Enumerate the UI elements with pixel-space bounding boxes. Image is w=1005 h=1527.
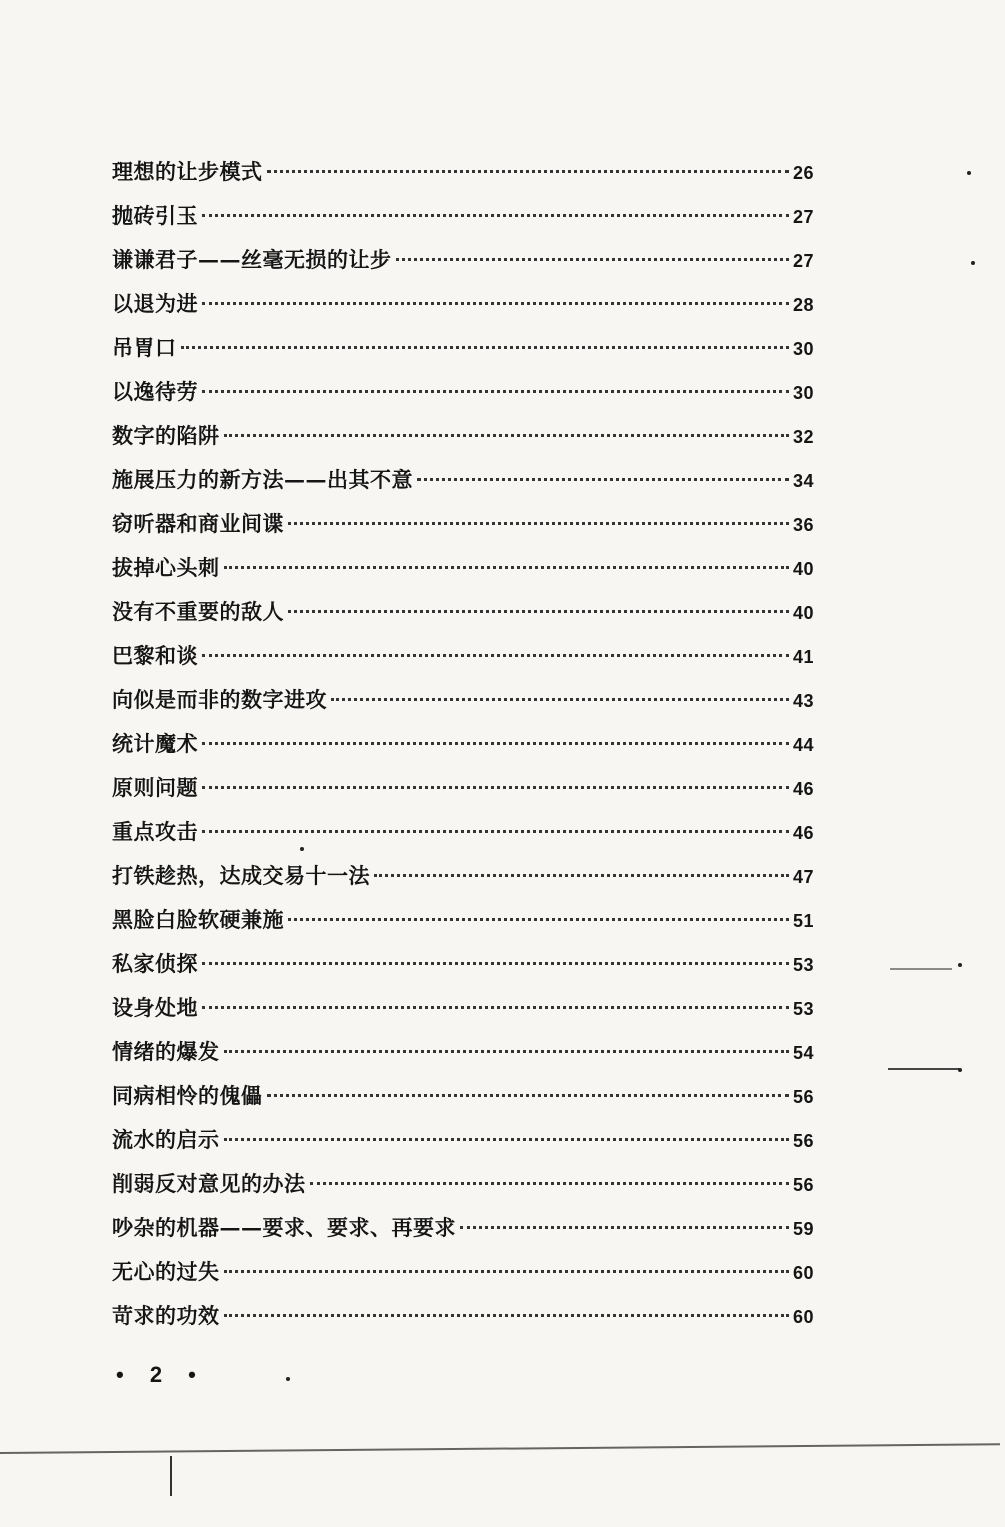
toc-entry-title: 统计魔术 xyxy=(112,731,198,756)
table-of-contents xyxy=(112,150,827,1338)
toc-entry xyxy=(112,722,827,766)
toc-entry-title: 重点攻击 xyxy=(112,819,198,844)
scan-noise-line xyxy=(888,1068,960,1070)
toc-entry-title: 私家侦探 xyxy=(112,951,198,976)
toc-entry-page: 47 xyxy=(793,867,815,887)
scan-edge-mark xyxy=(170,1456,172,1496)
toc-entry-page: 56 xyxy=(793,1087,815,1107)
toc-entry-page: 60 xyxy=(793,1263,815,1283)
toc-dot-leader xyxy=(202,213,789,217)
toc-entry xyxy=(112,678,827,722)
toc-entry-page: 54 xyxy=(793,1043,815,1063)
toc-dot-leader xyxy=(224,1313,790,1317)
toc-entry-page: 41 xyxy=(793,647,815,667)
toc-entry xyxy=(112,1206,827,1250)
toc-dot-leader xyxy=(202,1005,789,1009)
toc-dot-leader xyxy=(202,785,789,789)
toc-dot-leader xyxy=(202,961,789,965)
toc-entry xyxy=(112,1030,827,1074)
toc-dot-leader xyxy=(374,873,789,877)
toc-entry-page: 27 xyxy=(793,251,815,271)
toc-entry-page: 30 xyxy=(793,339,815,359)
toc-entry-title: 苛求的功效 xyxy=(112,1303,220,1328)
toc-entry xyxy=(112,1250,827,1294)
toc-entry xyxy=(112,590,827,634)
toc-dot-leader xyxy=(224,433,790,437)
toc-entry-title: 拔掉心头刺 xyxy=(112,555,220,580)
toc-entry-page: 46 xyxy=(793,779,815,799)
toc-entry-title: 施展压力的新方法——出其不意 xyxy=(112,467,413,492)
toc-entry-page: 59 xyxy=(793,1219,815,1239)
toc-entry-title: 原则问题 xyxy=(112,775,198,800)
toc-dot-leader xyxy=(202,653,789,657)
toc-entry xyxy=(112,238,827,282)
toc-dot-leader xyxy=(202,741,789,745)
toc-entry-title: 没有不重要的敌人 xyxy=(112,599,284,624)
toc-entry-title: 打铁趁热，达成交易十一法 xyxy=(112,863,370,888)
toc-entry xyxy=(112,986,827,1030)
toc-entry xyxy=(112,502,827,546)
toc-entry-title: 削弱反对意见的办法 xyxy=(112,1171,306,1196)
toc-dot-leader xyxy=(224,1049,790,1053)
toc-entry-title: 窃听器和商业间谍 xyxy=(112,511,284,536)
page-number-footer: • 2 • xyxy=(116,1362,206,1387)
toc-entry-title: 吊胃口 xyxy=(112,335,177,360)
toc-entry-title: 向似是而非的数字进攻 xyxy=(112,687,327,712)
toc-entry xyxy=(112,370,827,414)
toc-entry-page: 36 xyxy=(793,515,815,535)
toc-entry xyxy=(112,150,827,194)
toc-dot-leader xyxy=(310,1181,790,1185)
toc-entry-title: 情绪的爆发 xyxy=(112,1039,220,1064)
toc-entry-page: 46 xyxy=(793,823,815,843)
toc-entry-title: 同病相怜的傀儡 xyxy=(112,1083,263,1108)
toc-entry-page: 26 xyxy=(793,163,815,183)
toc-dot-leader xyxy=(202,389,789,393)
toc-entry xyxy=(112,458,827,502)
scan-noise-dot xyxy=(300,847,304,851)
toc-entry-page: 34 xyxy=(793,471,815,491)
toc-dot-leader xyxy=(202,301,789,305)
toc-entry xyxy=(112,766,827,810)
toc-dot-leader xyxy=(288,521,789,525)
toc-entry-title: 以逸待劳 xyxy=(112,379,198,404)
toc-dot-leader xyxy=(267,169,790,173)
toc-dot-leader xyxy=(396,257,790,261)
toc-entry xyxy=(112,898,827,942)
toc-entry-page: 32 xyxy=(793,427,815,447)
toc-entry-title: 抛砖引玉 xyxy=(112,203,198,228)
toc-dot-leader xyxy=(288,917,789,921)
toc-entry xyxy=(112,1118,827,1162)
toc-entry-page: 60 xyxy=(793,1307,815,1327)
toc-entry xyxy=(112,854,827,898)
toc-entry xyxy=(112,942,827,986)
toc-dot-leader xyxy=(181,345,790,349)
toc-entry xyxy=(112,282,827,326)
toc-dot-leader xyxy=(224,565,790,569)
toc-entry xyxy=(112,1074,827,1118)
scan-noise-dot xyxy=(958,1068,962,1072)
toc-entry xyxy=(112,326,827,370)
toc-entry-title: 谦谦君子——丝毫无损的让步 xyxy=(112,247,392,272)
toc-dot-leader xyxy=(267,1093,790,1097)
toc-entry-page: 43 xyxy=(793,691,815,711)
toc-entry-page: 53 xyxy=(793,955,815,975)
toc-entry-page: 56 xyxy=(793,1175,815,1195)
toc-entry-title: 流水的启示 xyxy=(112,1127,220,1152)
toc-entry-title: 设身处地 xyxy=(112,995,198,1020)
toc-entry-title: 吵杂的机器——要求、要求、再要求 xyxy=(112,1215,456,1240)
scan-noise-line xyxy=(890,968,952,970)
scan-noise-dot xyxy=(971,261,975,265)
toc-entry-title: 数字的陷阱 xyxy=(112,423,220,448)
toc-entry-title: 黑脸白脸软硬兼施 xyxy=(112,907,284,932)
scan-noise-line xyxy=(0,1443,1000,1454)
toc-entry xyxy=(112,1294,827,1338)
toc-entry-page: 40 xyxy=(793,603,815,623)
toc-entry-page: 28 xyxy=(793,295,815,315)
scan-noise-dot xyxy=(967,171,971,175)
toc-dot-leader xyxy=(460,1225,789,1229)
toc-entry-title: 无心的过失 xyxy=(112,1259,220,1284)
toc-dot-leader xyxy=(288,609,789,613)
toc-dot-leader xyxy=(331,697,789,701)
toc-entry xyxy=(112,546,827,590)
toc-dot-leader xyxy=(224,1269,790,1273)
toc-entry-page: 44 xyxy=(793,735,815,755)
toc-entry-page: 56 xyxy=(793,1131,815,1151)
toc-entry xyxy=(112,414,827,458)
toc-entry-title: 巴黎和谈 xyxy=(112,643,198,668)
toc-entry-page: 40 xyxy=(793,559,815,579)
scan-noise-dot xyxy=(958,963,962,967)
toc-entry xyxy=(112,634,827,678)
toc-entry-title: 以退为进 xyxy=(112,291,198,316)
toc-entry xyxy=(112,1162,827,1206)
toc-dot-leader xyxy=(202,829,789,833)
toc-entry xyxy=(112,194,827,238)
toc-dot-leader xyxy=(417,477,789,481)
toc-entry-page: 53 xyxy=(793,999,815,1019)
toc-entry-page: 30 xyxy=(793,383,815,403)
toc-entry-page: 51 xyxy=(793,911,815,931)
toc-entry-title: 理想的让步模式 xyxy=(112,159,263,184)
scan-noise-dot xyxy=(286,1377,290,1381)
toc-entry xyxy=(112,810,827,854)
toc-dot-leader xyxy=(224,1137,790,1141)
toc-entry-page: 27 xyxy=(793,207,815,227)
